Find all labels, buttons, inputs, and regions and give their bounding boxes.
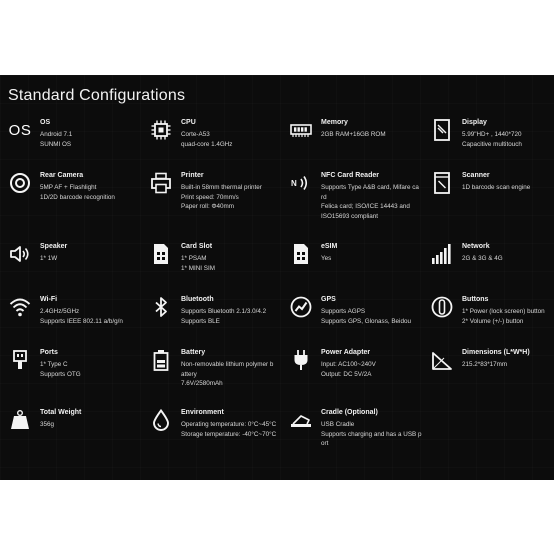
- spec-detail-line: Input: AC100~240V: [321, 361, 376, 368]
- environment-drop-icon: [150, 409, 172, 431]
- spec-details: [40, 307, 123, 326]
- spec-detail-line: Felica card; ISO/ICE 14443 and: [321, 203, 410, 211]
- spec-label: Rear Camera: [40, 172, 84, 179]
- spec-detail-line: ISO15693 compliant: [321, 212, 379, 220]
- spec-details: [321, 420, 421, 449]
- spec-label: eSIM: [321, 243, 338, 250]
- spec-item: [431, 349, 554, 409]
- esim-icon: [290, 243, 312, 265]
- spec-detail-line: 1* MINI SIM: [181, 264, 215, 272]
- spec-detail-line: 1D/2D barcode recognition: [40, 193, 115, 201]
- svg-text:N: N: [291, 179, 297, 188]
- spec-label: Environment: [181, 409, 224, 416]
- spec-item: [431, 296, 554, 356]
- spec-item: [9, 243, 149, 303]
- spec-detail-line: SUNMI OS: [40, 140, 72, 148]
- spec-item: [9, 349, 149, 409]
- spec-label: Ports: [40, 349, 58, 356]
- spec-details: [321, 307, 411, 326]
- cpu-icon: [150, 119, 172, 141]
- spec-detail-line: quad-core 1.4GHz: [181, 140, 233, 148]
- spec-label: OS: [40, 119, 51, 126]
- spec-item: [150, 349, 290, 409]
- spec-label: NFC Card Reader: [321, 172, 379, 179]
- spec-label: Speaker: [40, 243, 68, 250]
- power-plug-icon: [290, 349, 312, 371]
- spec-item: [9, 296, 149, 356]
- spec-label: Total Weight: [40, 409, 82, 416]
- spec-detail-line: Supports Type A&B card, Mifare ca: [321, 184, 419, 191]
- spec-label: Buttons: [462, 296, 489, 303]
- spec-label: CPU: [181, 119, 196, 126]
- spec-item: [150, 409, 290, 469]
- spec-detail-line: Operating temperature: 0°C~45°C: [181, 421, 277, 428]
- spec-item: [431, 172, 554, 232]
- wifi-icon: [9, 296, 31, 318]
- spec-item: [290, 243, 430, 303]
- spec-detail-line: 356g: [40, 421, 55, 428]
- os-icon: OS: [8, 121, 32, 139]
- spec-detail-line: Built-in 58mm thermal printer: [181, 184, 262, 191]
- spec-details: [321, 360, 376, 379]
- camera-icon: [9, 172, 31, 194]
- spec-details: [181, 307, 266, 326]
- spec-detail-line: Supports BLE: [181, 317, 220, 325]
- spec-details: [40, 420, 54, 430]
- spec-detail-line: 2GB RAM+16GB ROM: [321, 131, 386, 138]
- scanner-icon: [431, 172, 453, 194]
- printer-icon: [150, 172, 172, 194]
- spec-details: [40, 360, 81, 379]
- spec-detail-line: Capacitive multitouch: [462, 140, 522, 148]
- spec-label: Cradle (Optional): [321, 409, 378, 416]
- spec-details: [181, 360, 273, 389]
- spec-details: [462, 183, 530, 193]
- spec-label: GPS: [321, 296, 336, 303]
- spec-detail-line: Output: DC 5V/2A: [321, 370, 372, 378]
- gps-icon: [290, 296, 312, 318]
- spec-item: [9, 172, 149, 232]
- spec-label: Dimensions (L*W*H): [462, 349, 530, 356]
- spec-item: [150, 172, 290, 232]
- network-bars-icon: [431, 243, 453, 265]
- weight-icon: [9, 409, 31, 431]
- spec-detail-line: Android 7.1: [40, 131, 73, 138]
- spec-item: [9, 409, 149, 469]
- spec-detail-line: Corte-A53: [181, 131, 210, 138]
- spec-label: Card Slot: [181, 243, 213, 250]
- spec-details: [321, 254, 331, 264]
- spec-details: [321, 183, 419, 221]
- spec-detail-line: Supports IEEE 802.11 a/b/g/n: [40, 317, 123, 325]
- spec-detail-line: 2.4GHz/5GHz: [40, 308, 80, 315]
- spec-item: [150, 243, 290, 303]
- spec-item: [150, 296, 290, 356]
- spec-label: Bluetooth: [181, 296, 214, 303]
- spec-label: Network: [462, 243, 490, 250]
- nfc-icon: [290, 172, 312, 194]
- spec-detail-line: Supports Bluetooth 2.1/3.0/4.2: [181, 308, 267, 315]
- spec-details: [462, 360, 507, 370]
- spec-detail-line: 1* PSAM: [181, 255, 207, 262]
- spec-detail-line: 2G & 3G & 4G: [462, 255, 503, 262]
- spec-label: Memory: [321, 119, 348, 126]
- spec-details: [321, 130, 386, 140]
- spec-details: [40, 254, 57, 264]
- spec-details: [181, 254, 215, 273]
- spec-detail-line: 215.2*83*17mm: [462, 361, 508, 368]
- spec-detail-line: 1* 1W: [40, 255, 58, 262]
- usb-port-icon: [9, 349, 31, 371]
- buttons-icon: [431, 296, 453, 318]
- spec-detail-line: attery: [181, 370, 197, 378]
- spec-detail-line: ort: [321, 440, 329, 448]
- spec-detail-line: Supports GPS, Glonass, Beidou: [321, 317, 411, 325]
- spec-item: [290, 119, 430, 179]
- spec-item: [150, 119, 290, 179]
- spec-item: [290, 296, 430, 356]
- spec-label: Battery: [181, 349, 206, 356]
- spec-label: Printer: [181, 172, 204, 179]
- spec-label: Power Adapter: [321, 349, 371, 356]
- page-title: Standard Configurations: [8, 87, 186, 104]
- spec-item: [290, 172, 430, 232]
- spec-detail-line: Supports AGPS: [321, 308, 366, 315]
- spec-item: [431, 243, 554, 303]
- memory-icon: [290, 119, 312, 141]
- spec-detail-line: Non-removable lithium polymer b: [181, 361, 274, 368]
- spec-detail-line: Supports OTG: [40, 370, 81, 378]
- spec-details: [181, 183, 262, 212]
- spec-details: [462, 130, 522, 149]
- spec-details: [40, 130, 72, 149]
- spec-item: [290, 349, 430, 409]
- spec-details: [181, 130, 232, 149]
- bluetooth-icon: [150, 296, 172, 318]
- spec-item: [290, 409, 430, 469]
- spec-detail-line: 1* Power (lock screen) button: [462, 308, 545, 315]
- spec-detail-line: USB Cradle: [321, 421, 355, 428]
- dimensions-icon: [431, 349, 453, 371]
- spec-label: Wi-Fi: [40, 296, 58, 303]
- spec-details: [462, 254, 503, 264]
- spec-label: Scanner: [462, 172, 490, 179]
- spec-detail-line: Yes: [321, 255, 332, 262]
- battery-icon: [150, 349, 172, 371]
- specs-panel: [0, 75, 554, 480]
- spec-item: [431, 119, 554, 179]
- spec-detail-line: 5MP AF + Flashlight: [40, 184, 97, 191]
- spec-detail-line: 1D barcode scan engine: [462, 184, 531, 191]
- spec-detail-line: Paper roll: Φ40mm: [181, 203, 234, 211]
- spec-detail-line: 5.99"HD+ , 1440*720: [462, 131, 522, 138]
- speaker-icon: [9, 243, 31, 265]
- spec-detail-line: 1* Type C: [40, 361, 68, 368]
- spec-detail-line: rd: [321, 193, 327, 201]
- spec-details: [40, 183, 115, 202]
- sim-card-icon: [150, 243, 172, 265]
- cradle-icon: [290, 409, 312, 431]
- spec-detail-line: 7.6V/2580mAh: [181, 380, 223, 388]
- display-icon: [431, 119, 453, 141]
- spec-detail-line: Supports charging and has a USB p: [321, 430, 422, 438]
- spec-details: [181, 420, 276, 439]
- spec-detail-line: Print speed: 70mm/s: [181, 193, 239, 201]
- spec-detail-line: 2* Volume (+/-) button: [462, 317, 524, 325]
- spec-label: Display: [462, 119, 487, 126]
- spec-item: [9, 119, 149, 179]
- spec-detail-line: Storage temperature: -40°C~70°C: [181, 430, 277, 438]
- spec-details: [462, 307, 545, 326]
